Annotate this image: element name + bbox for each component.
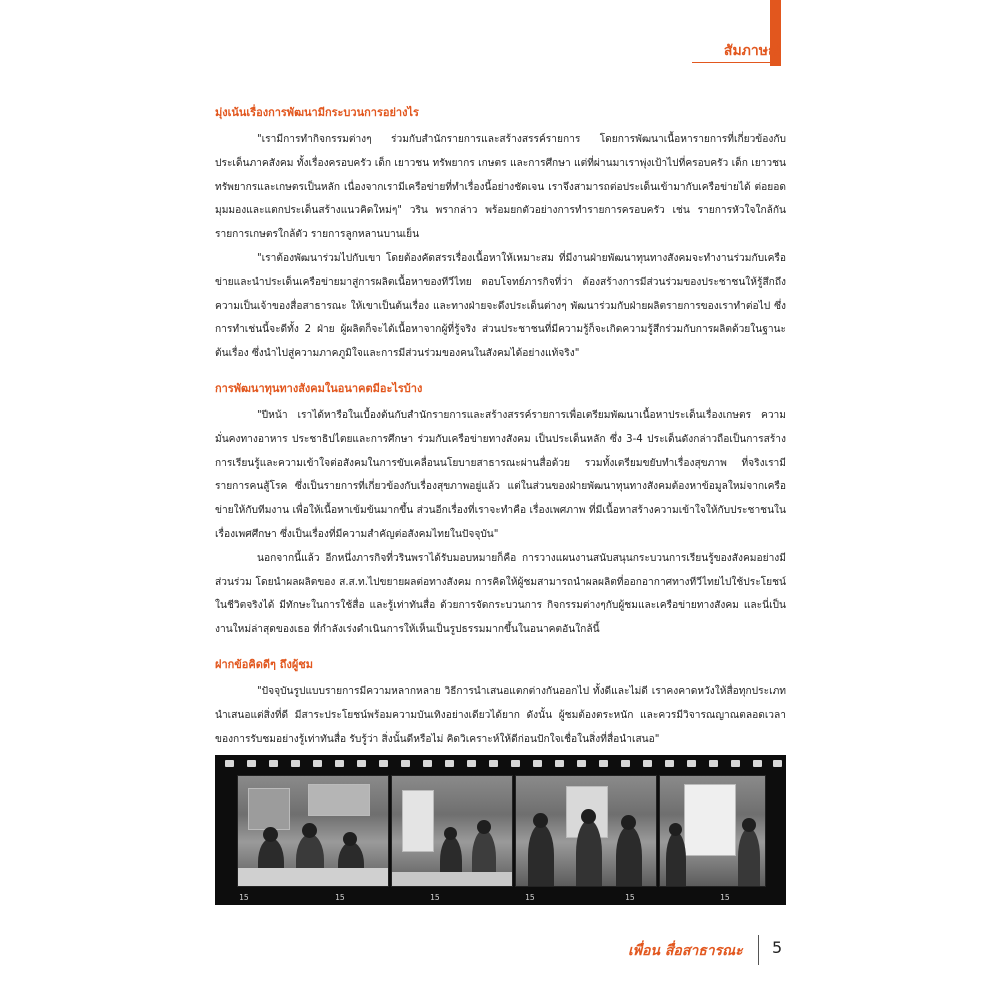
header-rule <box>692 62 770 63</box>
film-frame-number: 15 <box>525 893 535 902</box>
paragraph: "ปัจจุบันรูปแบบรายการมีความหลากหลาย วิธีการนำเสนอแตกต่างกันออกไป ทั้งดีและไม่ดี เราคงคาดหวังให้สื่อทุกประเภทนำเสนอแต่สิ่งที่ดี มีสาระประโยชน์พร้อมความบันเทิงอย่างเดียวได้ยาก ดังนั้น ผู้ชมต้องตระหนัก และควรมีวิจารณญาณตลอดเวลาของการรับชมอย่างรู้เท่าทันสื่อ รับรู้ว่า สิ่งนั้นดีหรือไม่ คิดวิเคราะห์ให้ดีก่อนปักใจเชื่อในสิ่งที่สื่อนำเสนอ" <box>215 685 786 745</box>
film-frame-number: 15 <box>430 893 440 902</box>
photo-frame-music-performance <box>515 775 657 887</box>
film-frame-number: 15 <box>239 893 249 902</box>
film-strip-photo <box>215 755 786 905</box>
film-frame-number: 15 <box>625 893 635 902</box>
film-sprocket-row-bottom <box>215 887 786 905</box>
film-frame-number: 15 <box>720 893 730 902</box>
photo-frame-workshop <box>391 775 513 887</box>
paragraph: "เราต้องพัฒนาร่วมไปกับเขา โดยต้องคัดสรรเรื่องเนื้อหาให้เหมาะสม ที่มีงานฝ่ายพัฒนาทุนทางสังคมจะทำงานร่วมกับเครือข่ายและนำประเด็นเครือข่ายมาสู่การผลิตเนื้อหาของทีวีไทย ตอบโจทย์ภารกิจที่ว่า ต้องสร้างการมีส่วนร่วมของประชาชนให้รู้สึกถึงความเป็นเจ้าของสื่อสาธารณะ ให้เขาเป็นต้นเรื่อง และทางฝ่ายจะดึงประเด็นต่างๆ พัฒนาร่วมกับฝ่ายผลิตรายการของเราทำต่อไป ซึ่งการทำเช่นนี้จะดีทั้ง 2 ฝ่าย ผู้ผลิตก็จะได้เนื้อหาจากผู้ที่รู้จริง ส่วนประชาชนที่มีความรู้ก็จะเกิดความรู้สึกร่วมกับการผลิตด้วยในฐานะต้นเรื่อง ซึ่งนำไปสู่ความภาคภูมิใจและการมีส่วนร่วมของคนในสังคมได้อย่างแท้จริง" <box>215 252 786 360</box>
section-title: มุ่งเน้นเรื่องการพัฒนามีกระบวนการอย่างไร <box>215 106 419 119</box>
footer-divider <box>758 935 759 965</box>
paragraph: "เรามีการทำกิจกรรมต่างๆ ร่วมกับสำนักรายการและสร้างสรรค์รายการ โดยการพัฒนาเนื้อหารายการที่เกี่ยวข้องกับประเด็นภาคสังคม ทั้งเรื่องครอบครัว เด็ก เยาวชน ทรัพยากร เกษตร และการศึกษา แต่ที่ผ่านมาเราพุ่งเป้าไปที่ครอบครัว เด็ก เยาวชน ทรัพยากรและเกษตรเป็นหลัก เนื่องจากเรามีเครือข่ายที่ทำเรื่องนี้อย่างชัดเจน เราจึงสามารถต่อประเด็นเข้ามากับเครือข่ายได้ ต่อยอดมุมมองและแตกประเด็นสร้างแนวคิดใหม่ๆ" วริน พรากล่าว พร้อมยกตัวอย่างการทำรายการครอบครัว เช่น รายการหัวใจใกล้กัน รายการเกษตรใกล้ตัว รายการลูกหลานบานเย็น <box>215 134 786 241</box>
film-frame-number: 15 <box>335 893 345 902</box>
film-sprocket-row-top <box>215 755 786 773</box>
photo-frame-presentation <box>659 775 766 887</box>
article-body <box>215 104 786 751</box>
photo-frame-meeting <box>237 775 389 887</box>
section-title: ฝากข้อคิดดีๆ ถึงผู้ชม <box>215 657 313 671</box>
paragraph: นอกจากนี้แล้ว อีกหนึ่งภารกิจที่วรินพราได้รับมอบหมายก็คือ การวางแผนงานสนับสนุนกระบวนการเรียนรู้ของสังคมอย่างมีส่วนร่วม โดยนำผลผลิตของ ส.ส.ท.ไปขยายผลต่อทางสังคม การคิดให้ผู้ชมสามารถนำผลผลิตที่ออกอากาศทางทีวีไทยไปใช้ประโยชน์ในชีวิตจริงได้ มีทักษะในการใช้สื่อ และรู้เท่าทันสื่อ ด้วยการจัดกระบวนการ กิจกรรมต่างๆกับผู้ชมและเครือข่ายทางสังคม และนี่เป็นงานใหม่ล่าสุดของเธอ ที่กำลังเร่งดำเนินการให้เห็นเป็นรูปธรรมมากขึ้นในอนาคตอันใกล้นี้ <box>215 552 786 636</box>
section-header-label: สัมภาษณ์ <box>723 43 781 59</box>
page-number: 5 <box>772 938 783 957</box>
section-title: การพัฒนาทุนทางสังคมในอนาคตมีอะไรบ้าง <box>215 381 423 395</box>
publication-name: เพื่อน สื่อสาธารณะ <box>628 943 743 959</box>
paragraph: "ปีหน้า เราได้หารือในเบื้องต้นกับสำนักรายการและสร้างสรรค์รายการเพื่อเตรียมพัฒนาเนื้อหาประเด็นเรื่องเกษตร ความมั่นคงทางอาหาร ประชาธิปไตยและการศึกษา ร่วมกับเครือข่ายทางสังคม เป็นประเด็นหลัก ซึ่ง 3-4 ประเด็นดังกล่าวถือเป็นการสร้างการเรียนรู้และความเข้าใจต่อสังคมในการขับเคลื่อนนโยบายสาธารณะผ่านสื่อด้วย รวมทั้งเตรียมขยับทำเรื่องสุขภาพ ที่จริงเรามีรายการคนสู้โรค ซึ่งเป็นรายการที่เกี่ยวข้องกับเรื่องสุขภาพอยู่แล้ว แต่ในส่วนของฝ่ายพัฒนาทุนทางสังคมต้องหาข้อมูลใหม่จากเครือข่ายให้กับทีมงาน เพื่อให้เนื้อหาเข้มข้นมากขึ้น ส่วนอีกเรื่องที่เราจะทำคือ เรื่องเพศภาพ ที่มีเนื้อหาสร้างความเข้าใจให้กับประชาชนในเรื่องเพศศึกษา ซึ่งเป็นเรื่องที่มีความสำคัญต่อสังคมไทยในปัจจุบัน" <box>215 409 786 540</box>
